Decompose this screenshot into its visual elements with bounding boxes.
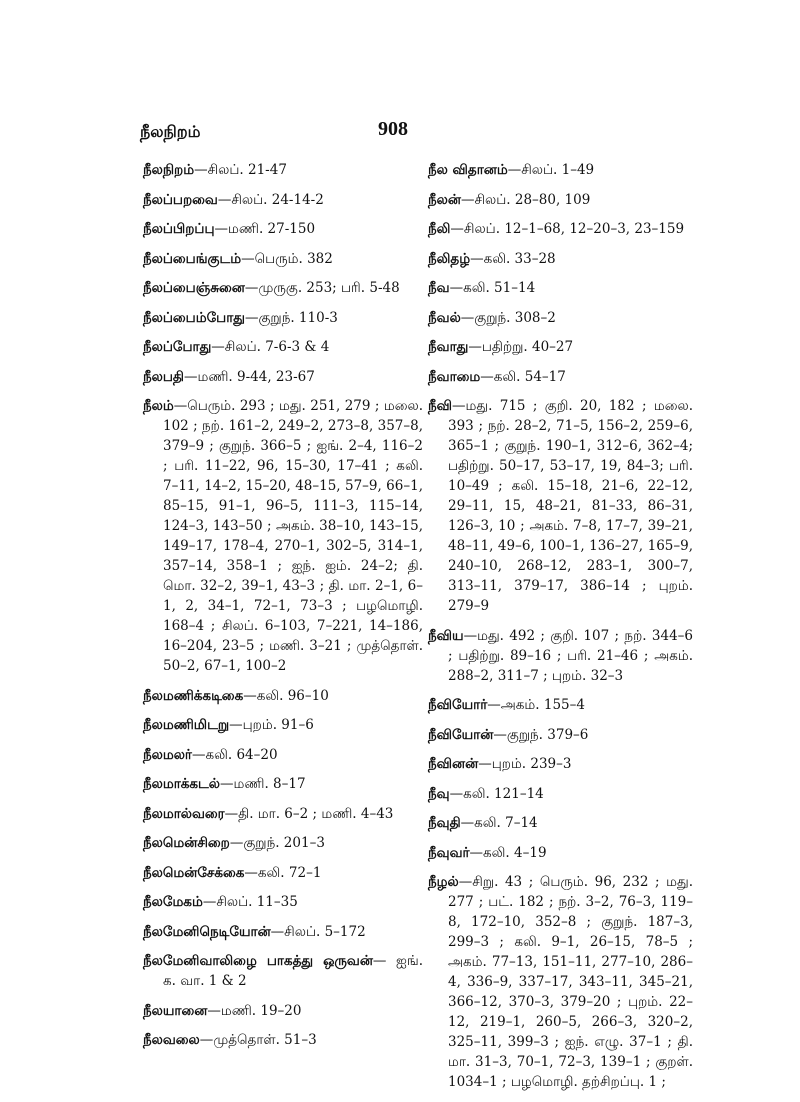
entry-references: —சிலப். 12–1–68, 12–20–3, 23–159 xyxy=(450,221,685,237)
entry-references: —சிறு. 43 ; பெரும். 96, 232 ; மது. 277 ; பட். 182 ; நற். 3–2, 76–3, 119–8, 172–10, 352–8 ; குறுந். 187–3, 299–3 ; கலி. 9–1, 26–15, 78–5 ; அகம். 77–13, 151–11, 277–10, 286–4, 336–9, 337–17, 343–11, 345–21, 366–12, 370–3, 379–20 ; புறம். 22–12, 219–1, 260–5, 266–3, 320–2, 325–11, 399–3 ; ஐந். எழு. 37–1 ; தி. மா. 31–3, 70–1, 72–3, 139–1 ; குறள். 1034–1 ; பழமொழி. தற்சிறப்பு. 1 ; xyxy=(448,874,693,1090)
entry-headword: நீலமென்சிறை xyxy=(143,835,230,851)
entry-references: —குறுந். 308–2 xyxy=(460,309,556,326)
entry-references: —குறுந். 201–3 xyxy=(229,835,325,851)
entry-headword: நீலமலர் xyxy=(143,746,192,763)
entry-headword: நீவி xyxy=(428,398,453,414)
index-entry xyxy=(143,951,423,991)
index-entry xyxy=(428,813,693,833)
entry-references: —சிலப். 1–49 xyxy=(507,162,595,178)
index-entry xyxy=(428,784,693,804)
entry-references: —கலி. 96–10 xyxy=(243,687,329,704)
entry-headword: நீவாமை xyxy=(428,368,481,385)
entry-headword: நீலப்பைம்போது xyxy=(143,309,245,326)
entry-headword: நீலமணிமிடறு xyxy=(143,717,230,733)
index-entry xyxy=(143,1001,423,1021)
index-entry xyxy=(143,190,423,210)
entry-references: —அகம். 155–4 xyxy=(487,697,585,713)
entry-references: —கலி. 64–20 xyxy=(191,746,278,763)
entry-references: —சிலப். 24-14-2 xyxy=(217,191,324,208)
entry-references: —கலி. 33–28 xyxy=(470,250,556,267)
index-entry xyxy=(428,190,693,210)
index-entry xyxy=(428,843,693,863)
entry-headword: நீலமணிக்கடிகை xyxy=(143,687,244,704)
page-header xyxy=(140,118,700,148)
entry-references: —மணி. 9-44, 23-67 xyxy=(183,368,315,385)
entry-headword: நீவியோன் xyxy=(428,726,494,743)
entry-headword: நீவு xyxy=(428,785,450,802)
entry-references: —குறுந். 379–6 xyxy=(493,726,589,743)
index-entry xyxy=(143,249,423,269)
entry-references: —மது. 715 ; குறி. 20, 182 ; மலை. 393 ; நற். 28–2, 71–5, 156–2, 259–6, 365–1 ; குறுந். 190–1, 312–6, 362–4; பதிற்று. 50–17, 53–17, 19, 84–3; பரி. 10–49 ; கலி. 15–18, 21–6, 22–12, 29–11, 15, 48–21, 81–33, 86–31, 126–3, 10 ; அகம். 7–8, 17–7, 39–21, 48–11, 49–6, 100–1, 136–27, 165–9, 240–10, 268–12, 283–1, 300–7, 313–11, 379–17, 386–14 ; புறம். 279–9 xyxy=(448,398,693,614)
entry-headword: நீலப்பறவை xyxy=(143,191,218,208)
entry-references: —தி. மா. 6–2 ; மணி. 4–43 xyxy=(224,805,394,822)
entry-references: —பெரும். 382 xyxy=(241,250,333,267)
entry-headword: நீலப்போது xyxy=(143,339,212,355)
index-entry xyxy=(143,367,423,387)
index-entry xyxy=(143,1030,423,1050)
index-entry xyxy=(143,892,423,912)
entry-headword: நீலமால்வரை xyxy=(143,805,225,822)
entry-references: —மணி. 27-150 xyxy=(214,221,316,237)
index-entry xyxy=(428,160,693,180)
entry-headword: நீலமென்சேக்கை xyxy=(143,864,245,881)
index-entry xyxy=(143,396,423,676)
entry-references: —சிலப். 21-47 xyxy=(194,162,287,178)
entry-references: —கலி. 4–19 xyxy=(469,844,547,861)
index-entry xyxy=(143,863,423,883)
entry-references: —சிலப். 28–80, 109 xyxy=(460,191,591,208)
entry-references: —புறம். 239–3 xyxy=(478,756,572,772)
index-entry xyxy=(428,626,693,686)
entry-references: —சிலப். 11–35 xyxy=(202,894,298,910)
index-entry xyxy=(428,308,693,328)
index-entry xyxy=(143,774,423,794)
index-entry xyxy=(143,833,423,853)
entry-references: —பதிற்று. 40–27 xyxy=(468,339,574,355)
entry-headword: நீவாது xyxy=(428,339,469,355)
entry-headword: நீலமாக்கடல் xyxy=(143,776,220,792)
index-entry xyxy=(143,278,423,298)
entry-headword: நீலிதழ் xyxy=(428,250,471,267)
entry-headword: நீவிய xyxy=(428,627,464,644)
index-entry xyxy=(143,160,423,180)
entry-headword: நீலன் xyxy=(428,191,461,208)
index-entry xyxy=(428,754,693,774)
index-entry xyxy=(143,219,423,239)
right-column xyxy=(428,160,693,1102)
index-entry xyxy=(143,308,423,328)
index-entry xyxy=(143,337,423,357)
entry-references: —சிலப். 7-6-3 & 4 xyxy=(211,339,330,355)
entry-references: —முத்தொள். 51–3 xyxy=(199,1032,317,1048)
entry-references: —முருகு. 253; பரி. 5-48 xyxy=(244,280,400,296)
entry-headword: நீல விதானம் xyxy=(428,162,508,178)
index-entry xyxy=(143,745,423,765)
entry-headword: நீலி xyxy=(428,221,451,237)
entry-headword: நீலயானை xyxy=(143,1002,208,1019)
index-entry xyxy=(428,872,693,1092)
entry-headword: நீலமேனிநெடியோன் xyxy=(143,923,271,940)
index-entry xyxy=(143,686,423,706)
entry-references: —புறம். 91–6 xyxy=(229,717,314,733)
index-entry xyxy=(143,715,423,735)
entry-headword: நீலப்பைஞ்சுனை xyxy=(143,280,245,296)
entry-references: —கலி. 121–14 xyxy=(449,785,544,802)
index-entry xyxy=(428,725,693,745)
entry-references: —பெரும். 293 ; மது. 251, 279 ; மலை. 102 ; நற். 161–2, 249–2, 273–8, 357–8, 379–9 ; குறுந். 366–5 ; ஐங். 2–4, 116–2 ; பரி. 11–22, 96, 15–30, 17–41 ; கலி. 7–11, 14–2, 15–20, 48–15, 57–9, 66–1, 85–15, 91–1, 96–5, 111–3, 115–14, 124–3, 143–50 ; அகம். 38–10, 143–15, 149–17, 178–4, 270–1, 302–5, 314–1, 357–14, 358–1 ; ஐந். ஐம். 24–2; தி. மொ. 32–2, 39–1, 43–3 ; தி. மா. 2–1, 6–1, 2, 34–1, 72–1, 73–3 ; பழமொழி. 168–4 ; சிலப். 6–103, 7–221, 14–186, 16–204, 23–5 ; மணி. 3–21 ; முத்தொள். 50–2, 67–1, 100–2 xyxy=(163,398,423,674)
index-entry xyxy=(428,396,693,616)
entry-headword: நீவுதி xyxy=(428,815,461,831)
index-entry xyxy=(428,367,693,387)
entry-references: —கலி. 7–14 xyxy=(460,815,538,831)
entry-headword: நீவ xyxy=(428,280,450,296)
entry-headword: நீலவலை xyxy=(143,1032,200,1048)
entry-headword: நீலபதி xyxy=(143,368,184,385)
entry-headword: நீலப்பைங்குடம் xyxy=(143,250,242,267)
entry-headword: நீலநிறம் xyxy=(143,162,195,178)
entry-headword: நீவினன் xyxy=(428,756,479,772)
running-head: நீலநிறம் xyxy=(140,122,201,141)
entry-references: —கலி. 54–17 xyxy=(480,368,566,385)
entry-headword: நீலமேகம் xyxy=(143,894,203,910)
entry-references: —கலி. 72–1 xyxy=(244,864,322,881)
entry-headword: நீழல் xyxy=(428,874,459,890)
entry-references: —கலி. 51–14 xyxy=(449,280,536,296)
entry-references: —மணி. 19–20 xyxy=(207,1002,302,1019)
entry-references: —குறுந். 110-3 xyxy=(244,309,338,326)
entry-references: — ஐங். க. வா. 1 & 2 xyxy=(163,953,423,989)
entry-headword: நீலமேனிவாலிழை பாகத்து ஒருவன் xyxy=(143,953,373,969)
entry-headword: நீவல் xyxy=(428,309,461,326)
left-column xyxy=(143,160,423,1060)
index-entry xyxy=(428,249,693,269)
index-entry xyxy=(143,922,423,942)
entry-references: —சிலப். 5–172 xyxy=(270,923,366,940)
index-entry xyxy=(428,278,693,298)
index-entry xyxy=(428,337,693,357)
index-entry xyxy=(428,219,693,239)
index-entry xyxy=(428,695,693,715)
entry-headword: நீலப்பிறப்பு xyxy=(143,221,215,237)
page-number: 908 xyxy=(378,118,408,140)
entry-headword: நீவுவர் xyxy=(428,844,470,861)
entry-headword: நீவியோர் xyxy=(428,697,488,713)
index-entry xyxy=(143,804,423,824)
entry-headword: நீலம் xyxy=(143,398,174,414)
entry-references: —மது. 492 ; குறி. 107 ; நற். 344–6 ; பதிற்று. 89–16 ; பரி. 21–46 ; அகம். 288–2, 311–7 ; புறம். 32–3 xyxy=(448,627,693,684)
entry-references: —மணி. 8–17 xyxy=(220,776,306,792)
